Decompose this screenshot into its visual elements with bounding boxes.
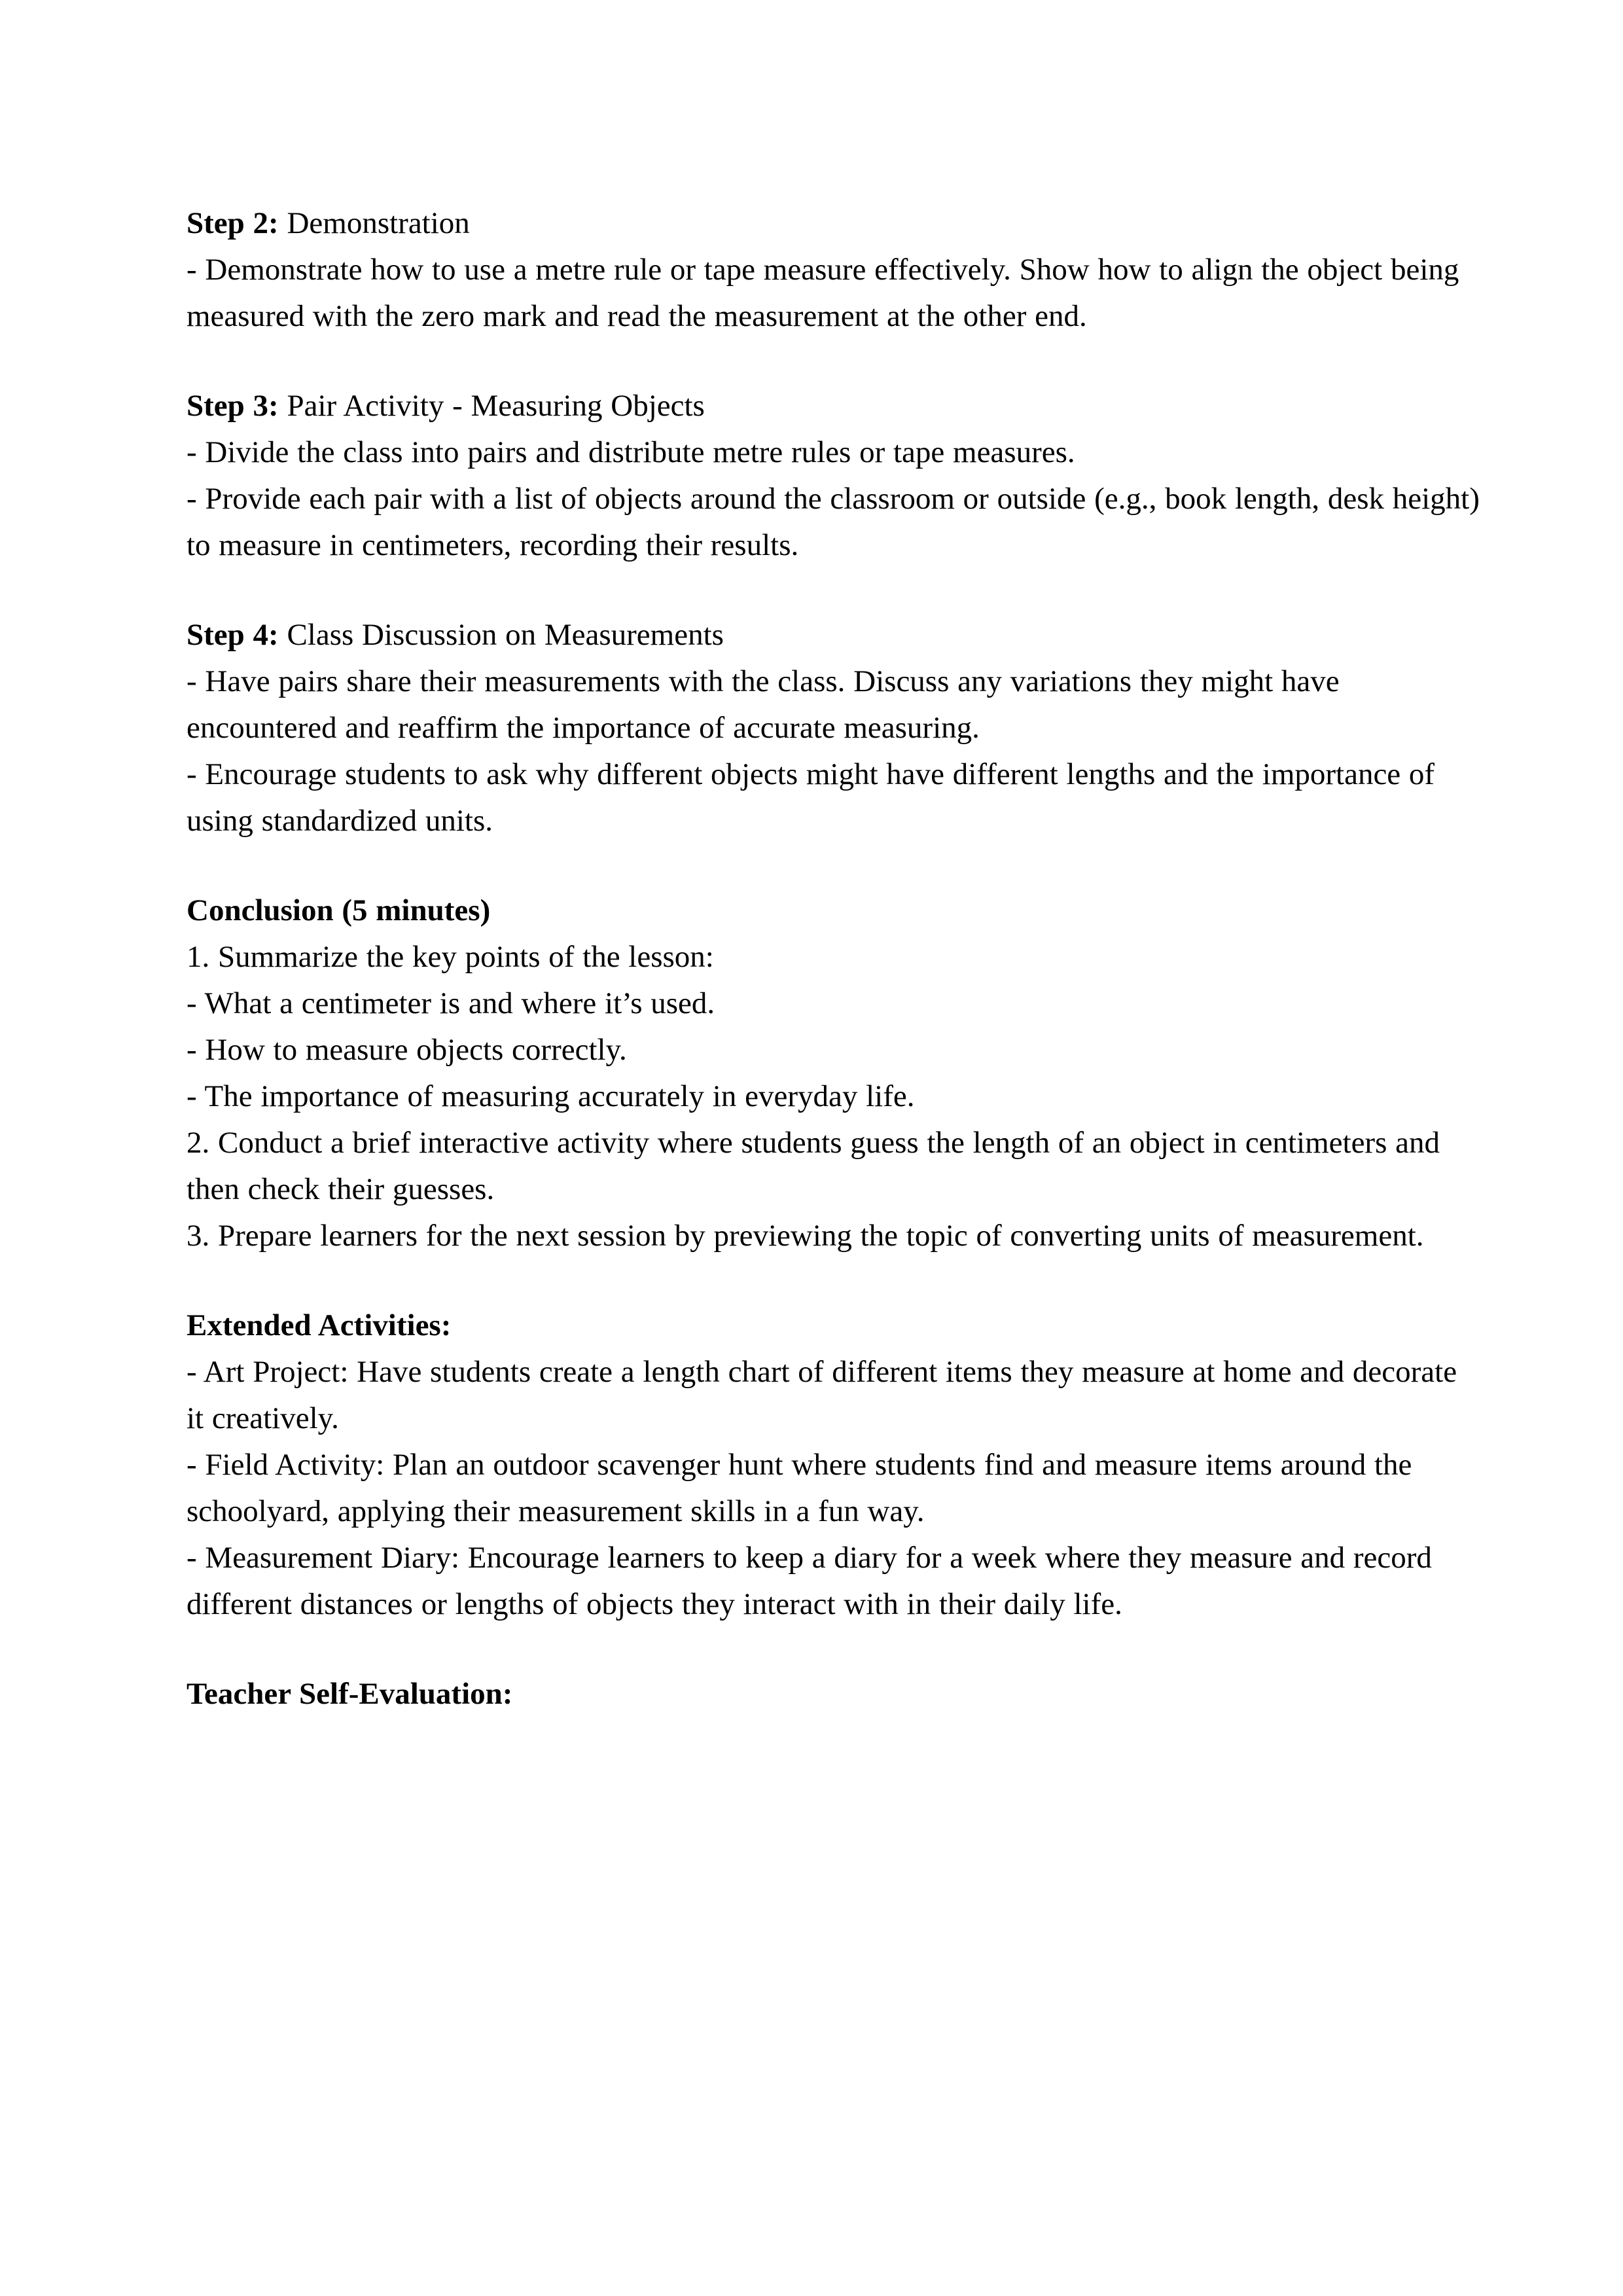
document-section [187, 200, 1480, 340]
paragraph-bold-lead: Conclusion (5 minutes) [187, 893, 491, 927]
document-section [187, 888, 1480, 1259]
paragraph: - Divide the class into pairs and distribute metre rules or tape measures. [187, 435, 1075, 469]
paragraph: - Measurement Diary: Encourage learners to keep a diary for a week where they measure and record different distances or lengths of objects they interact with in their daily life. [187, 1541, 1432, 1621]
section-heading [187, 1671, 1480, 1717]
document-section [187, 383, 1480, 569]
paragraph-bold-lead: Extended Activities: [187, 1308, 452, 1342]
paragraph: - Demonstrate how to use a metre rule or tape measure effectively. Show how to align the object being measured with the zero mark and read the measurement at the other end. [187, 253, 1459, 333]
document-body [187, 200, 1480, 1717]
paragraph-bold-lead: Step 4: [187, 618, 279, 652]
document-section [187, 1671, 1480, 1717]
paragraph-bold-lead: Step 3: [187, 389, 279, 423]
paragraph-bold-lead: Step 2: [187, 206, 279, 240]
paragraph: - Art Project: Have students create a length chart of different items they measure at home and decorate it creatively. [187, 1355, 1457, 1435]
section-heading [187, 888, 1480, 934]
document-section [187, 1302, 1480, 1628]
paragraph: - Field Activity: Plan an outdoor scavenger hunt where students find and measure items around the schoolyard, applying their measurement skills in a fun way. [187, 1448, 1412, 1528]
paragraph: 2. Conduct a brief interactive activity where students guess the length of an object in centimeters and then check their guesses. [187, 1126, 1440, 1206]
paragraph: 1. Summarize the key points of the lesson: [187, 940, 714, 974]
paragraph: 3. Prepare learners for the next session by previewing the topic of converting units of measurement. [187, 1219, 1424, 1253]
paragraph: - Encourage students to ask why different objects might have different lengths and the importance of using standardized units. [187, 757, 1435, 838]
paragraph: Step 2: Demonstration [187, 206, 470, 240]
document-section [187, 612, 1480, 844]
paragraph: - What a centimeter is and where it’s used. [187, 986, 715, 1020]
paragraph: - Have pairs share their measurements with the class. Discuss any variations they might have encountered and reaffirm the importance of accurate measuring. [187, 664, 1340, 745]
paragraph: Step 3: Pair Activity - Measuring Objects [187, 389, 705, 423]
paragraph: - The importance of measuring accurately in everyday life. [187, 1079, 915, 1113]
paragraph: - How to measure objects correctly. [187, 1033, 627, 1067]
paragraph: Step 4: Class Discussion on Measurements [187, 618, 724, 652]
section-heading [187, 1302, 1480, 1349]
paragraph: - Provide each pair with a list of objects around the classroom or outside (e.g., book length, desk height) to measure in centimeters, recording their results. [187, 482, 1480, 562]
paragraph-bold-lead: Teacher Self-Evaluation: [187, 1677, 513, 1711]
